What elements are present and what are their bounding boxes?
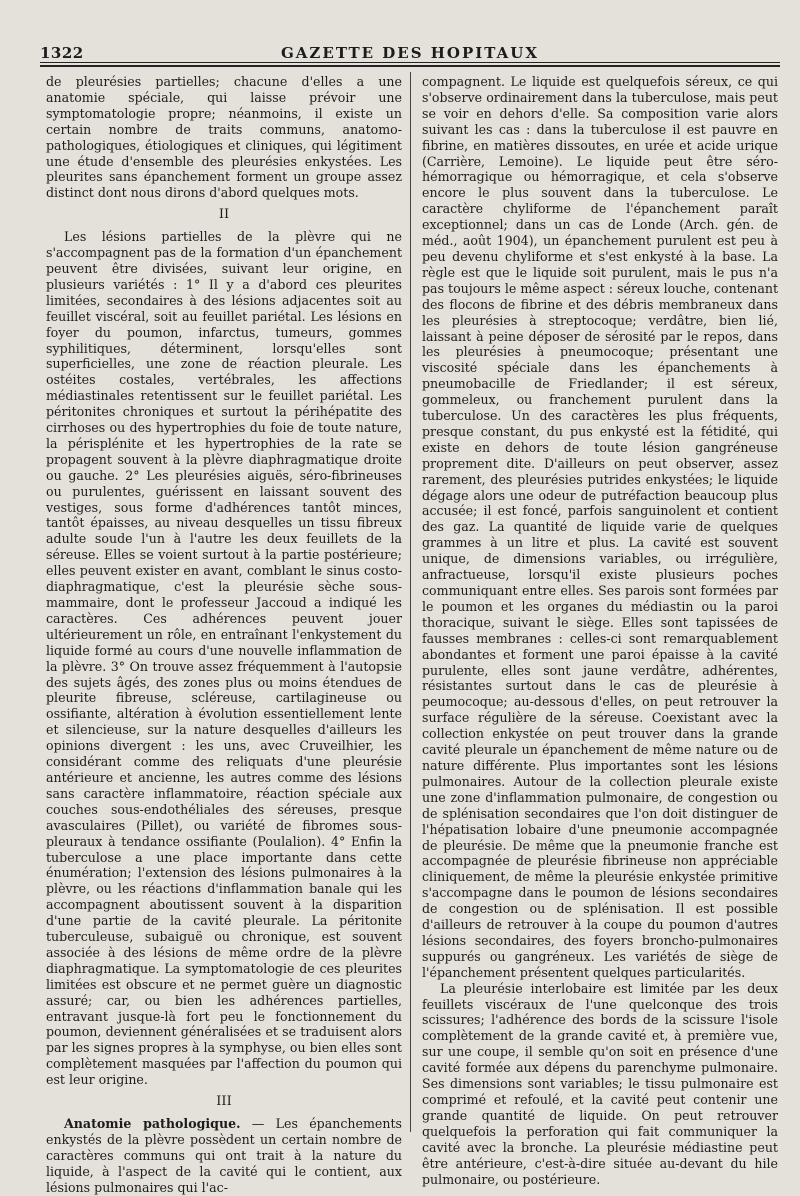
left-paragraph-3 xyxy=(46,1116,402,1196)
section-heading-anatomie: Anatomie pathologique. xyxy=(64,1116,241,1131)
section-number-2: II xyxy=(218,207,230,223)
right-paragraph-1: compagnent. Le liquide est quelquefois séreux, ce qui s'observe ordinairement dans la tuberculose, mais peut se voir en dehors d'elle. Sa composition varie alors suivant les cas : dans la tuberculose il est pauvre en fibrine, en matières dissoutes, en urée et acide urique (Carrière, Lemoine). Le liquide peut être séro-hémorragique ou hémorragique, et cela s'observe encore le plus souvent dans la tuberculose. Le caractère chyliforme de l'épanchement paraît exceptionnel; dans un cas de Londe (Arch. gén. de méd., août 1904), un épanchement purulent est peu à peu devenu chyliforme et s'est enkysté à la base. La règle est que le liquide soit purulent, mais le pus n'a pas toujours le même aspect : séreux louche, contenant des flocons de fibrine et des débris membraneux dans les pleurésies à streptocoque; verdâtre, bien lié, laissant à peine déposer de sérosité par le repos, dans les pleurésies à pneumocoque; présentant une viscosité spéciale dans les épanchements à pneumobacille de Friedlander; il est séreux, gommeleux, ou franchement purulent dans la tuberculose. Un des caractères les plus fréquents, presque constant, du pus enkysté est la fétidité, qui existe en dehors de toute lésion gangréneuse proprement dite. D'ailleurs on peut observer, assez rarement, des pleurésies putrides enkystées; le liquide dégage alors une odeur de putréfaction beaucoup plus accusée; il est foncé, parfois sanguinolent et contient des gaz. La quantité de liquide varie de quelques grammes à un litre et plus. La cavité est souvent unique, de dimensions variables, ou irrégulière, anfractueuse, lorsqu'il existe plusieurs poches communiquant entre elles. Ses parois sont formées par le poumon et les organes du médiastin ou la paroi thoracique, suivant le siège. Elles sont tapissées de fausses membranes : celles-ci sont remarquablement abondantes et forment une paroi épaisse à la cavité purulente, elles sont jaune verdâtre, adhérentes, résistantes surtout dans le cas de pleurésie à peumocoque; au-dessous d'elles, on peut retrouver la surface régulière de la séreuse. Coexistant avec la collection enkystée on peut trouver dans la grande cavité pleurale un épanchement de même nature ou de nature différente. Plus importantes sont les lésions pulmonaires. Autour de la collection pleurale existe une zone d'inflammation pulmonaire, de congestion ou de splénisation secondaires que l'on doit distinguer de l'hépatisation lobaire d'une pneumonie accompagnée de pleurésie. De même que la pneumonie franche est accompagnée de pleurésie fibrineuse non appréciable cliniquement, de même la pleurésie enkystée primitive s'accompagne dans le poumon de lésions secondaires de congestion ou de splénisation. Il est possible d'ailleurs de retrouver à la coupe du poumon d'autres lésions secondaires, des foyers broncho-pulmonaires suppurés ou gangréneux. Les variétés de siège de l'épanchement présentent quelques particularités. xyxy=(422,74,779,980)
right-paragraph-2: La pleurésie interlobaire est limitée par les deux feuillets viscéraux de l'une quelconque des trois scissures; l'adhérence des bords de la scissure l'isole complètement de la grande cavité et, à première vue, sur une coupe, il semble qu'on soit en présence d'une cavité formée aux dépens du parenchyme pulmonaire. Ses dimensions sont variables; le tissu pulmonaire est comprimé et refoulé, et la cavité peut contenir une grande quantité de liquide. On peut retrouver quelquefois la perforation qui fait communiquer la cavité avec la bronche. La pleurésie médiastine peut être antérieure, c'est-à-dire située au-devant du hile pulmonaire, ou postérieure. xyxy=(422,980,778,1187)
left-paragraph-2: Les lésions partielles de la plèvre qui ne s'accompagnent pas de la formation d'un épanchement peuvent être divisées, suivant leur origine, en plusieurs variétés : 1° Il y a d'abord ces pleurites limitées, secondaires à des lésions adjacentes soit au feuillet viscéral, soit au feuillet pariétal. Les lésions en foyer du poumon, infarctus, tumeurs, gommes syphilitiques, déterminent, lorsqu'elles sont superficielles, une zone de réaction pleurale. Les ostéites costales, vertébrales, les affections médiastinales retentissent sur le feuillet pariétal. Les péritonites chroniques et surtout la périhépatite des cirrhoses ou des hypertrophies du foie de toute nature, la périsplénite et les hypertrophies de la rate se propagent souvent à la plèvre diaphragmatique droite ou gauche. 2° Les pleurésies aiguës, séro-fibrineuses ou purulentes, guérissent en laissant souvent des vestiges, sous forme d'adhérences tantôt minces, tantôt épaisses, au niveau desquelles un tissu fibreux adulte soude l'un à l'autre les deux feuillets de la séreuse. Elles se voient surtout à la partie postérieure; elles peuvent exister en avant, comblant le sinus costo-diaphragmatique, c'est la pleurésie sèche sous-mammaire, dont le professeur Jaccoud a indiqué les caractères. Ces adhérences peuvent jouer ultérieurement un rôle, en entraînant l'enkystement du liquide formé au cours d'une nouvelle inflammation de la plèvre. 3° On trouve assez fréquemment à l'autopsie des sujets âgés, des zones plus ou moins étendues de pleurite fibreuse, scléreuse, cartilagineuse ou ossifiante, altération à évolution essentiellement lente et silencieuse, sur la nature desquelles d'ailleurs les opinions divergent : les uns, avec Cruveilhier, les considérant comme des reliquats d'une pleurésie antérieure et ancienne, les autres comme des lésions sans caractère inflammatoire, réaction spéciale aux couches sous-endothéliales des séreuses, presque avasculaires (Pillet), ou variété de fibromes sous-pleuraux à tendance ossifiante (Poulalion). 4° Enfin la tuberculose a une place importante dans cette énumération; l'extension des lésions pulmonaires à la plèvre, ou les réactions d'inflammation banale qui les accompagnent aboutissent souvent à la disparition d'une partie de la cavité pleurale. La péritonite tuberculeuse, subaiguë ou chronique, est souvent associée à des lésions de même ordre de la plèvre diaphragmatique. La symptomatologie de ces pleurites limitées est obscure et ne permet guère un diagnostic assuré; car, ou bien les adhérences partielles, entravant jusque-là fort peu le fonctionnement du poumon, deviennent généralisées et se traduisent alors par les signes propres à la symphyse, ou bien elles sont complètement masquées par l'affection du poumon qui est leur origine. xyxy=(46,229,402,1088)
journal-title: GAZETTE DES HOPITAUX xyxy=(280,44,539,62)
right-column xyxy=(422,74,778,1187)
page-number: 1322 xyxy=(40,44,84,62)
page-header xyxy=(40,38,780,64)
section-number-3: III xyxy=(216,1094,232,1110)
left-paragraph-1: de pleurésies partielles; chacune d'elles a une anatomie spéciale, qui laisse prévoir une symptomatologie propre; néanmoins, il existe un certain nombre de traits communs, anatomo-pathologiques, étiologiques et cliniques, qui légitiment une étude d'ensemble des pleurésies enkystées. Les pleurites sans épanchement forment un groupe assez distinct dont nous dirons d'abord quelques mots. xyxy=(46,74,402,201)
column-divider xyxy=(410,72,411,1132)
header-rule xyxy=(40,62,780,63)
header-rule-thick xyxy=(40,65,780,67)
left-column xyxy=(46,74,402,1196)
left-paragraph-3-text: — Les épanchements enkystés de la plèvre possèdent un certain nombre de caractères communs qui ont trait à la nature du liquide, à l'aspect de la cavité qui le contient, aux lésions pulmonaires qui l'ac- xyxy=(46,1116,402,1195)
